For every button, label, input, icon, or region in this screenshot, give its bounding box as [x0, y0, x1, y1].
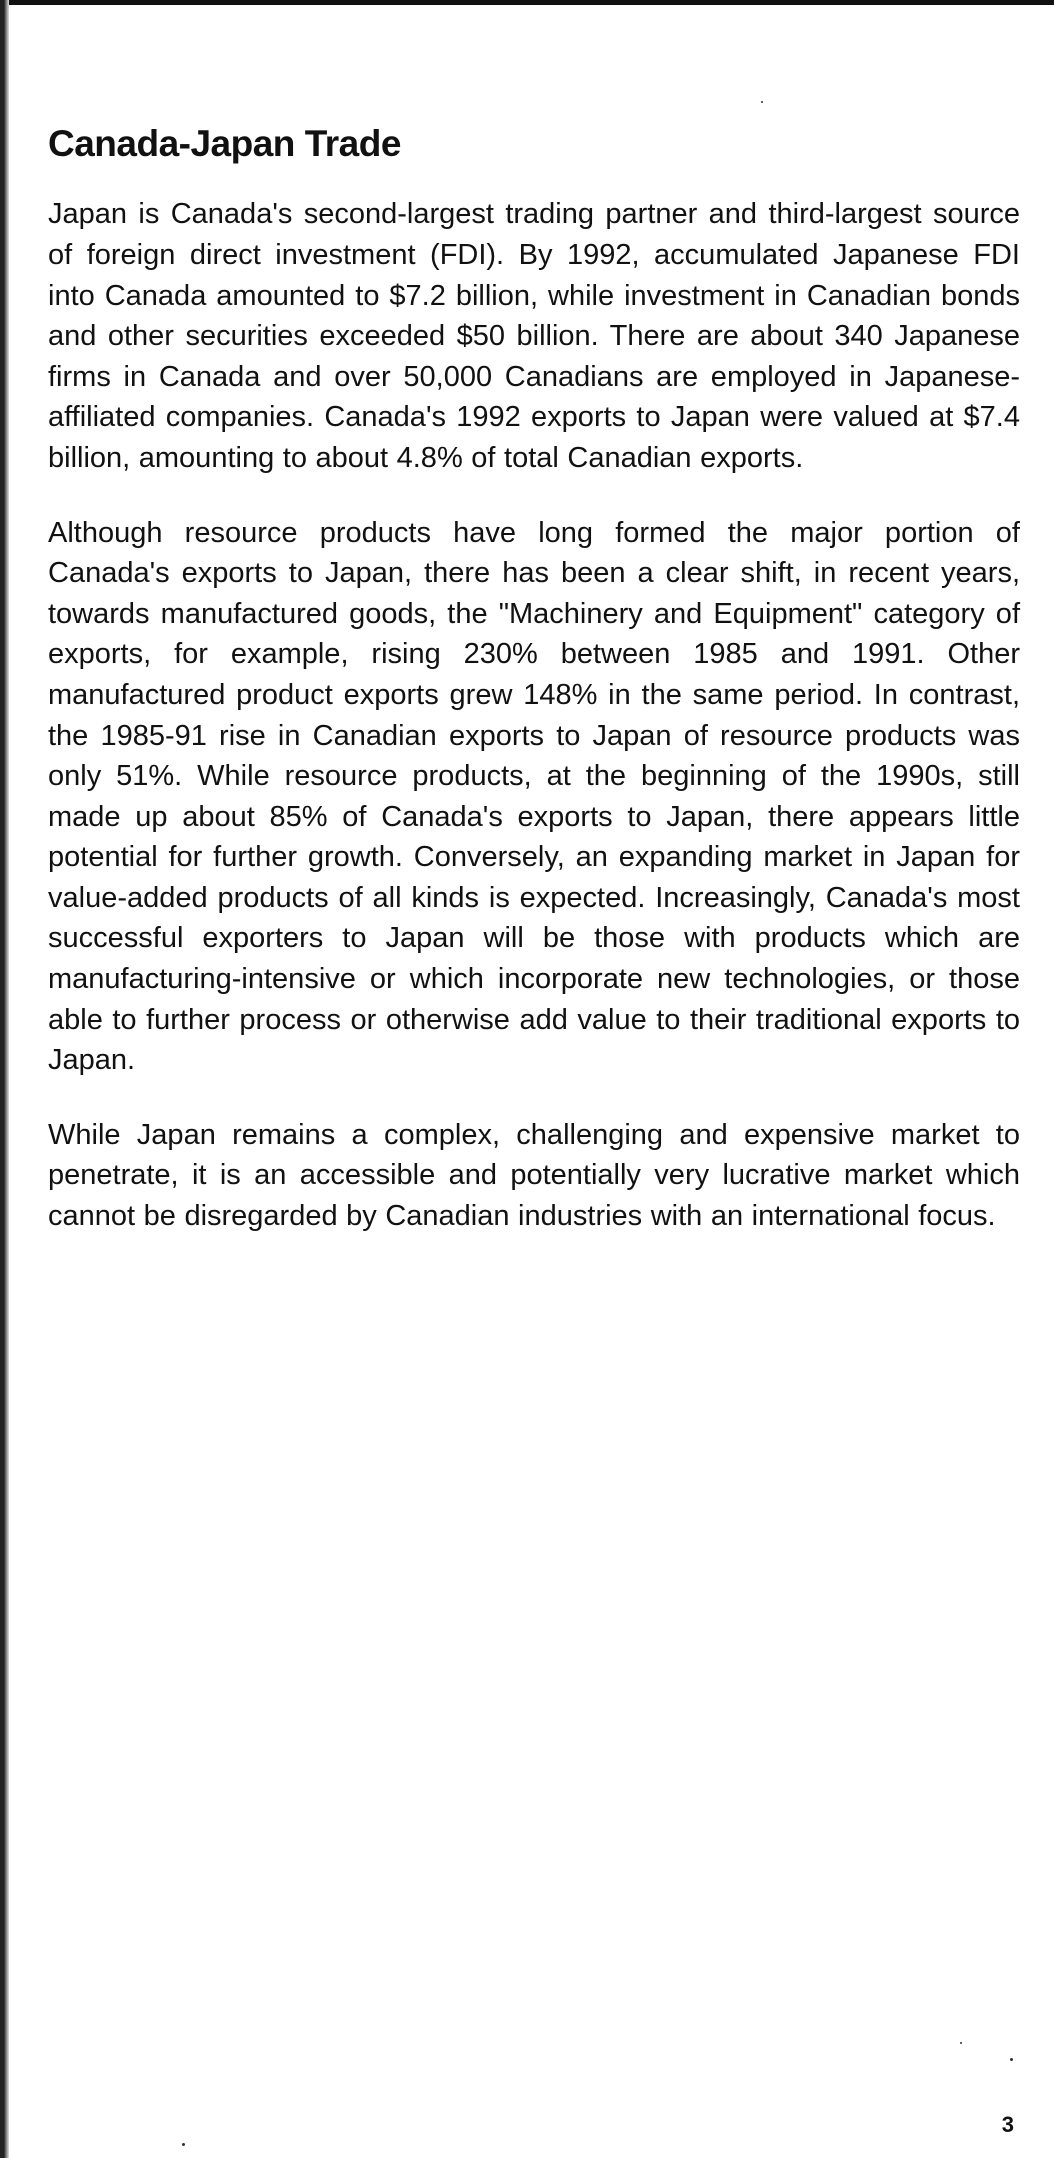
page-number: 3: [1001, 2112, 1014, 2137]
scan-speck: [1010, 2058, 1013, 2061]
page-left-border: [0, 0, 9, 2158]
article-title: Canada-Japan Trade: [48, 123, 401, 164]
paragraph-3: While Japan remains a complex, challenging and expensive market to penetrate, it is an accessible and potentially very lucrative market which cannot be disregarded by Canadian industries with an international focus.: [48, 1118, 1020, 1233]
scan-speck: [182, 2143, 185, 2146]
scan-speck: [960, 2042, 962, 2044]
paragraph-2: Although resource products have long formed the major portion of Canada's exports to Japan, there has been a clear shift, in recent years, towards manufactured goods, the "Machinery and Equipment" category of exports, for example, rising 230% between 1985 and 1991. Other manufactured product exports grew 148% in the same period. In contrast, the 1985-91 rise in Canadian exports to Japan of resource products was only 51%. While resource products, at the beginning of the 1990s, still made up about 85% of Canada's exports to Japan, there appears little potential for further growth. Conversely, an expanding market in Japan for value-added products of all kinds is expected. Increasingly, Canada's most successful exporters to Japan will be those with products which are manufacturing-intensive or which incorporate new technologies, or those able to further process or otherwise add value to their traditional exports to Japan.: [48, 516, 1020, 1077]
paragraph-1: Japan is Canada's second-largest trading partner and third-largest source of foreign direct investment (FDI). By 1992, accumulated Japanese FDI into Canada amounted to $7.2 billion, while investment in Canadian bonds and other securities exceeded $50 billion. There are about 340 Japanese firms in Canada and over 50,000 Canadians are employed in Japanese-affiliated companies. Canada's 1992 exports to Japan were valued at $7.4 billion, amounting to about 4.8% of total Canadian exports.: [48, 198, 1020, 474]
article-body: [48, 122, 1020, 1271]
page-top-border: [0, 0, 1054, 5]
scan-speck: [761, 101, 763, 103]
